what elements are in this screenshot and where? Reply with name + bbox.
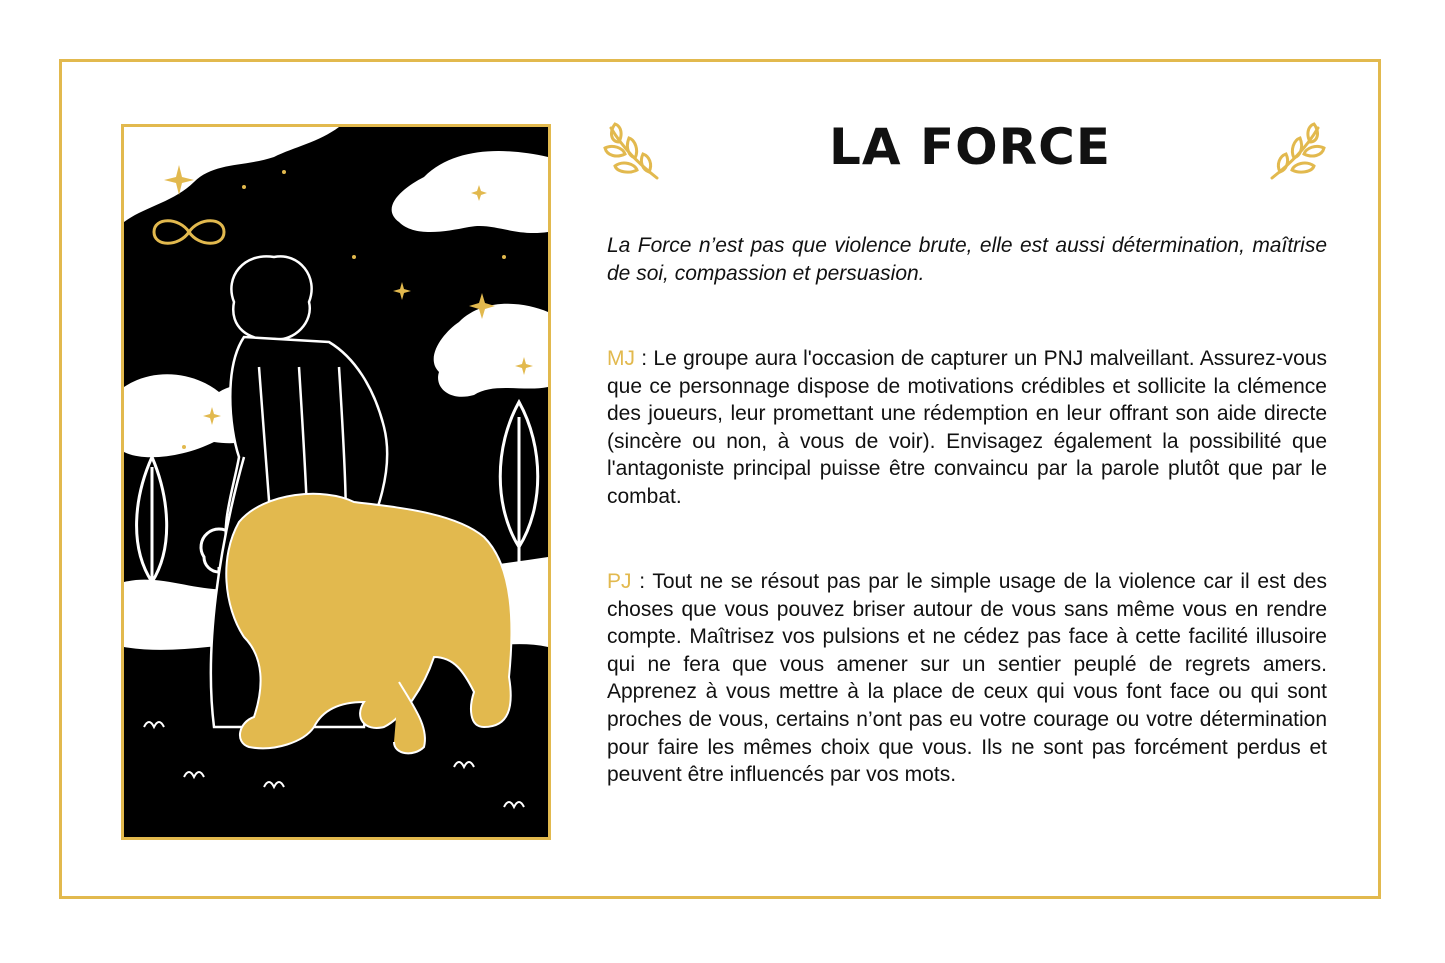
laurel-icon bbox=[603, 118, 661, 184]
mj-label: MJ bbox=[607, 347, 635, 370]
pj-text: : Tout ne se résout pas par le simple usage de la violence car il est des choses que vous pouvez briser autour de vous sans même vous en rendre compte. Maîtrisez vos pulsions et ne cédez pas face à cette facilité illusoire qui ne fera que vous amener sur un sentier peuplé de regrets amers. Apprenez à vous mettre à la place de ceux qui vous font face ou qui sont proches de vous, certains n’ont pas eu votre courage ou votre détermination pour faire les mêmes choix que vous. Ils ne sont pas forcément perdus et peuvent être influencés par vos mots. bbox=[607, 570, 1327, 787]
laurel-icon bbox=[1268, 118, 1326, 184]
pj-paragraph bbox=[607, 568, 1327, 789]
strength-illustration bbox=[124, 127, 548, 837]
intro-paragraph: La Force n’est pas que violence brute, elle est aussi détermination, maîtrise de soi, compassion et persuasion. bbox=[607, 234, 1327, 285]
page-title: LA FORCE bbox=[829, 118, 1111, 176]
mj-paragraph bbox=[607, 345, 1327, 511]
mj-text: : Le groupe aura l'occasion de capturer un PNJ malveillant. Assurez-vous que ce personnage dispose de motivations crédibles et sollicite la clémence des joueurs, leur promettant une rédemption en leur offrant son aide directe (sincère ou non, à vous de voir). Envisagez également la possibilité que l'antagoniste principal puisse être convaincu par la parole plutôt que par le combat. bbox=[607, 347, 1327, 508]
pj-label: PJ bbox=[607, 570, 632, 593]
tarot-card-illustration bbox=[121, 124, 551, 840]
